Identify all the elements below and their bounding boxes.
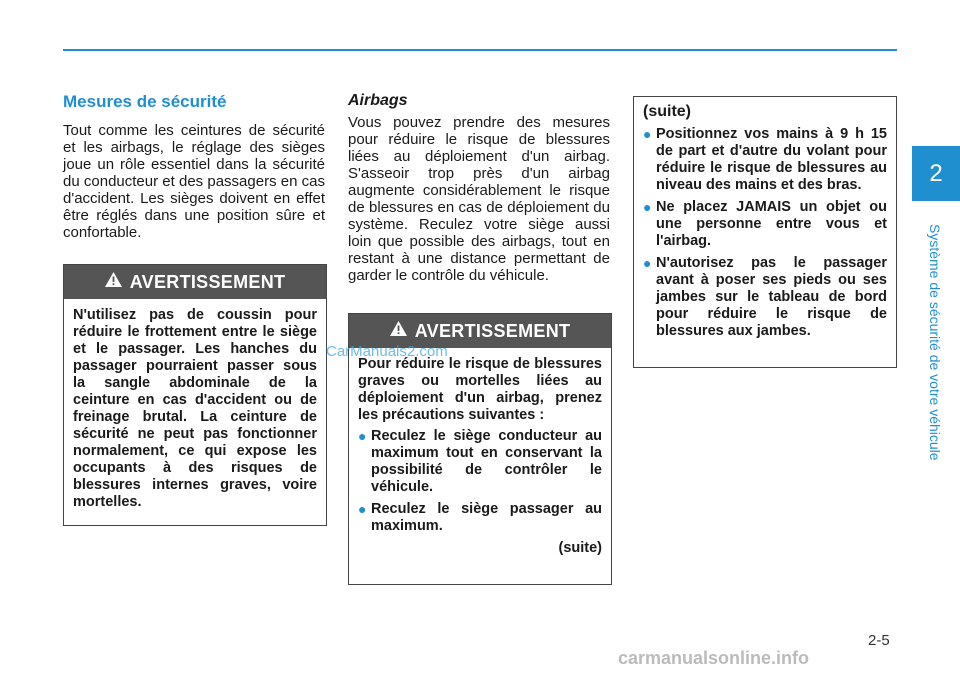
list-item [643, 255, 887, 340]
continued-label: (suite) [558, 540, 602, 556]
warning-intro: Pour réduire le risque de blessures graves ou mortelles liées au déploiement d'un airbag, prenez les précautions suivantes : [358, 356, 602, 423]
bullet-dot-icon: ● [643, 199, 652, 215]
left-column [63, 92, 325, 241]
warning-box-continued [633, 96, 897, 368]
bullet-dot-icon: ● [358, 501, 367, 517]
chapter-title: Système de sécurité de votre véhicule [927, 224, 943, 461]
warning-body [64, 299, 326, 511]
section-heading-safety: Mesures de sécurité [63, 92, 227, 111]
warning-box-cushion [63, 264, 327, 526]
warning-text: N'utilisez pas de coussin pour réduire le frottement entre le siège et le passager. Les hanches du passager pourraient passer sous la sangle abdominale de la ceinture en cas d'accident ou de freinage brutal. La ceinture de sécurité ne peut pas fonctionner normalement, ce qui expose les occupants à des risques de blessures internes graves, voire mortelles. [73, 307, 317, 510]
warning-body [634, 97, 896, 340]
watermark-overlay: CarManuals2.com [326, 343, 448, 360]
list-item-text: Reculez le siège conducteur au maximum tout en conservant la possibilité de contrôler le véhicule. [371, 428, 602, 495]
bullet-dot-icon: ● [358, 428, 367, 444]
list-item-text: N'autorisez pas le passager avant à poser ses pieds ou ses jambes sur le tableau de bord pour réduire le risque de blessures aux jambes. [656, 255, 887, 339]
list-item-text: Positionnez vos mains à 9 h 15 de part et d'autre du volant pour réduire le risque de blessures au niveau des mains et des bras. [656, 126, 887, 193]
list-item [643, 126, 887, 194]
section-heading-airbags: Airbags [348, 92, 408, 109]
list-item-text: Ne placez JAMAIS un objet ou une personne entre vous et l'airbag. [656, 199, 887, 249]
safety-paragraph: Tout comme les ceintures de sécurité et les airbags, le réglage des sièges joue un rôle essentiel dans la sécurité du conducteur et des passagers en cas d'accident. Les sièges doivent en effet être réglés dans une position sûre et confortable. [63, 122, 325, 241]
bullet-dot-icon: ● [643, 126, 652, 142]
warning-triangle-icon [105, 272, 122, 292]
continued-heading: (suite) [643, 103, 691, 120]
list-item [358, 428, 602, 496]
footer-watermark: carmanualsonline.info [618, 648, 810, 668]
chapter-tab [912, 146, 960, 201]
list-item [358, 501, 602, 535]
header-rule [63, 49, 897, 51]
airbags-paragraph: Vous pouvez prendre des mesures pour réduire le risque de blessures liées au déploiement d'un airbag. S'asseoir trop près d'un airbag augmente considérablement le risque de blessures en cas de déploiement du système. Reculez votre siège aussi loin que possible des airbags, tout en restant à une distance permettant de garder le contrôle du véhicule. [348, 114, 610, 284]
middle-column [348, 92, 610, 284]
page-number: 2-5 [868, 632, 890, 649]
bullet-dot-icon: ● [643, 255, 652, 271]
warning-triangle-icon [390, 321, 407, 341]
warning-header [64, 265, 326, 299]
warning-body [349, 348, 611, 557]
list-item-text: Reculez le siège passager au maximum. [371, 501, 602, 534]
warning-header-label: AVERTISSEMENT [414, 320, 571, 341]
chapter-number: 2 [929, 159, 943, 187]
warning-header-label: AVERTISSEMENT [129, 271, 286, 292]
list-item [643, 199, 887, 250]
